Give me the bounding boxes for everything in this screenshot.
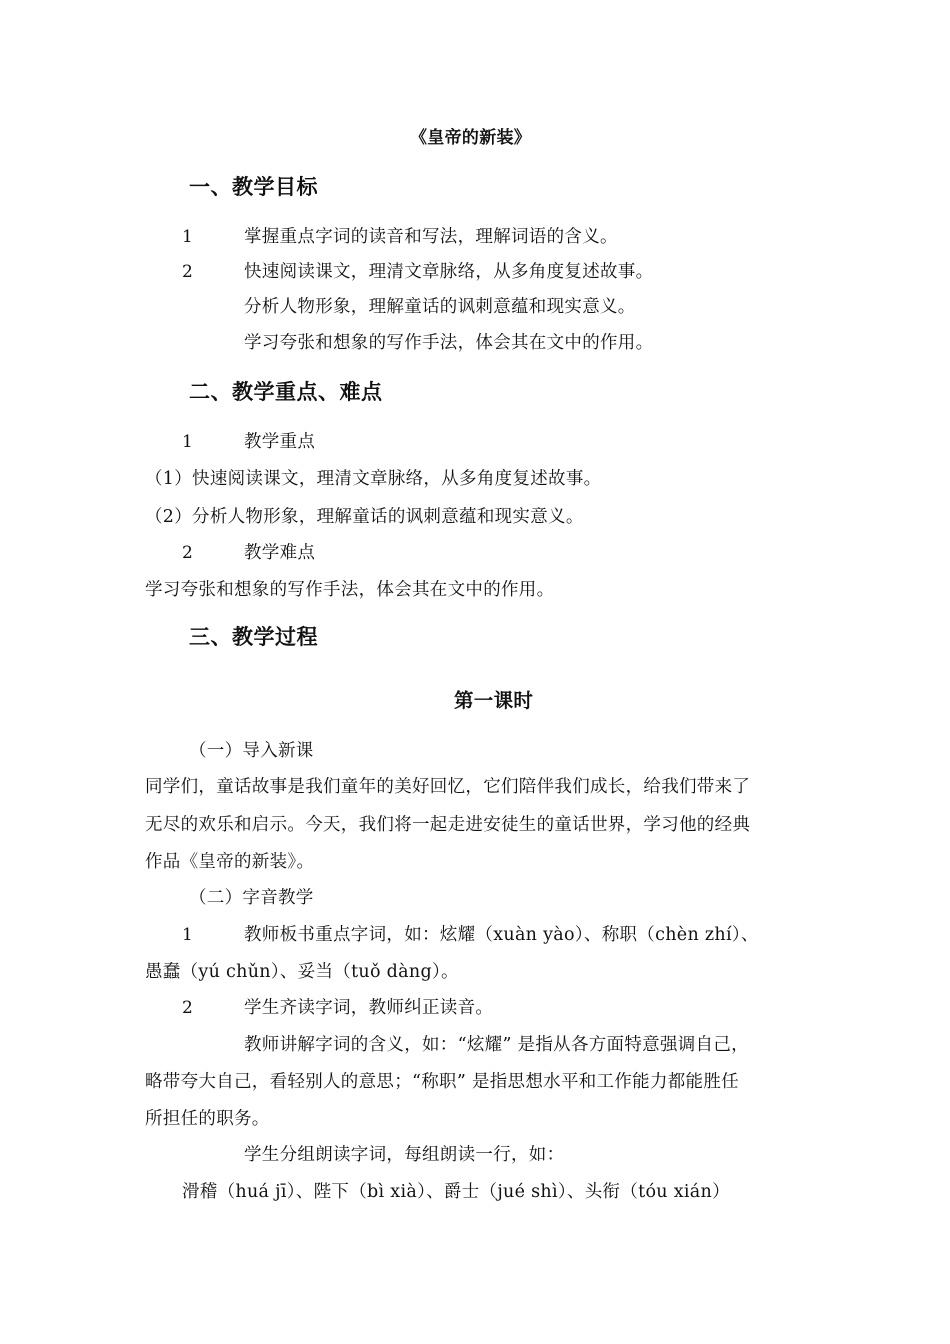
document-title: 《皇帝的新装》 — [410, 128, 532, 148]
list-item: 分析人物形象，理解童话的讽刺意蕴和现实意义。 — [244, 297, 636, 317]
paragraph-line: 无尽的欢乐和启示。今天，我们将一起走进安徒生的童话世界，学习他的经典 — [145, 815, 751, 835]
section-heading-objectives: 一、教学目标 — [189, 175, 318, 199]
key-points-label: 教学重点 — [244, 432, 316, 452]
key-point-item: （2）分析人物形象，理解童话的讽刺意蕴和现实意义。 — [145, 507, 584, 527]
difficult-point-text: 学习夸张和想象的写作手法，体会其在文中的作用。 — [145, 580, 555, 600]
list-number: 2 — [182, 998, 193, 1018]
paragraph-line: 愚蠢（yú chǔn）、妥当（tuǒ dàng）。 — [145, 962, 459, 982]
paragraph-line: 略带夸大自己，看轻别人的意思；“称职” 是指思想水平和工作能力都能胜任 — [145, 1072, 739, 1092]
list-number: 1 — [182, 432, 193, 452]
paragraph-line: 学生分组朗读字词，每组朗读一行，如： — [244, 1145, 565, 1165]
paragraph-line: 教师板书重点字词，如：炫耀（xuàn yào）、称职（chèn zhí）、 — [244, 925, 759, 945]
key-point-item: （1）快速阅读课文，理清文章脉络，从多角度复述故事。 — [145, 469, 602, 489]
paragraph-line: 教师讲解字词的含义，如：“炫耀” 是指从各方面特意强调自己， — [244, 1035, 749, 1055]
section-heading-process: 三、教学过程 — [189, 625, 318, 649]
paragraph-line: 滑稽（huá jī）、陛下（bì xià）、爵士（jué shì）、头衔（tóu xián） — [182, 1182, 730, 1202]
part-label-intro: （一）导入新课 — [189, 741, 314, 761]
list-number: 2 — [182, 262, 193, 282]
list-item: 学习夸张和想象的写作手法，体会其在文中的作用。 — [244, 333, 654, 353]
lesson-title: 第一课时 — [454, 689, 534, 712]
paragraph-line: 同学们，童话故事是我们童年的美好回忆，它们陪伴我们成长，给我们带来了 — [145, 777, 751, 797]
paragraph-line: 所担任的职务。 — [145, 1109, 270, 1129]
section-heading-key-points: 二、教学重点、难点 — [189, 380, 383, 404]
list-number: 2 — [182, 543, 193, 563]
paragraph-line: 学生齐读字词，教师纠正读音。 — [244, 998, 494, 1018]
list-item: 快速阅读课文，理清文章脉络，从多角度复述故事。 — [244, 262, 654, 282]
part-label-pronunciation: （二）字音教学 — [189, 888, 314, 908]
list-item: 掌握重点字词的读音和写法，理解词语的含义。 — [244, 227, 618, 247]
list-number: 1 — [182, 925, 193, 945]
list-number: 1 — [182, 227, 193, 247]
paragraph-line: 作品《皇帝的新装》。 — [145, 852, 315, 872]
difficult-points-label: 教学难点 — [244, 543, 316, 563]
